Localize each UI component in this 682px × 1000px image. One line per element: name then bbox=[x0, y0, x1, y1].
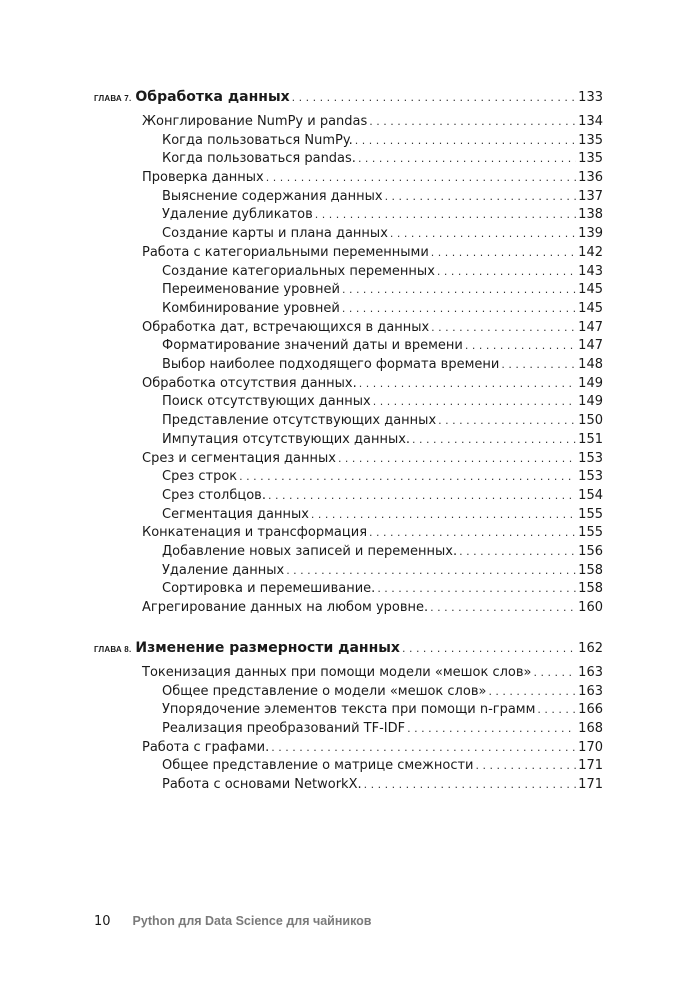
toc-entry-title: Поиск отсутствующих данных bbox=[162, 394, 371, 409]
toc-entry-page: 147 bbox=[578, 338, 603, 353]
dot-leader bbox=[430, 599, 576, 617]
toc-entry-page: 137 bbox=[578, 189, 603, 204]
dot-leader bbox=[488, 683, 576, 701]
dot-leader bbox=[286, 562, 576, 580]
toc-entry-title: Проверка данных bbox=[142, 170, 264, 185]
toc-subsection bbox=[162, 132, 603, 150]
toc-section bbox=[142, 169, 603, 187]
chapter-label: ГЛАВА 8. bbox=[94, 645, 132, 654]
toc-entry-title: Выяснение содержания данных bbox=[162, 189, 383, 204]
toc-entry-title: Создание категориальных переменных bbox=[162, 264, 435, 279]
toc-entry-page: 135 bbox=[578, 133, 603, 148]
dot-leader bbox=[358, 150, 576, 168]
page-number: 10 bbox=[94, 914, 111, 929]
toc-entry-page: 139 bbox=[578, 226, 603, 241]
toc-entry-page: 142 bbox=[578, 245, 603, 260]
dot-leader bbox=[342, 281, 576, 299]
toc-entry-title: Конкатенация и трансформация bbox=[142, 525, 368, 540]
toc-entry-title: Обработка данных bbox=[135, 89, 290, 105]
dot-leader bbox=[271, 739, 576, 757]
toc-section bbox=[142, 450, 603, 468]
dot-leader bbox=[465, 337, 576, 355]
toc-entry-page: 135 bbox=[578, 151, 603, 166]
dot-leader bbox=[438, 412, 576, 430]
toc-entry-page: 143 bbox=[578, 264, 603, 279]
toc-entry-page: 160 bbox=[578, 600, 603, 615]
toc-section bbox=[142, 524, 603, 542]
toc-entry-page: 158 bbox=[578, 563, 603, 578]
dot-leader bbox=[407, 720, 576, 738]
toc-entry-page: 163 bbox=[578, 665, 603, 680]
toc-entry-title: Срез строк bbox=[162, 469, 238, 484]
toc-entry-page: 163 bbox=[578, 684, 603, 699]
toc-subsection bbox=[162, 281, 603, 299]
toc-chapter bbox=[94, 88, 603, 106]
toc-entry-title: Сегментация данных bbox=[162, 507, 309, 522]
book-title: Python для Data Science для чайников bbox=[132, 914, 372, 928]
toc-entry-page: 156 bbox=[578, 544, 603, 559]
toc-section bbox=[142, 375, 603, 393]
toc-subsection bbox=[162, 337, 603, 355]
toc-section bbox=[142, 739, 603, 757]
toc-section bbox=[142, 113, 603, 131]
toc-section bbox=[142, 664, 603, 682]
toc-entry-title: Обработка дат, встречающихся в данных bbox=[142, 320, 430, 335]
dot-leader bbox=[266, 169, 576, 187]
toc-entry-page: 158 bbox=[578, 581, 603, 596]
dot-leader bbox=[402, 640, 576, 658]
dot-leader bbox=[537, 701, 576, 719]
toc-entry-page: 149 bbox=[578, 376, 603, 391]
dot-leader bbox=[369, 113, 576, 131]
toc-subsection bbox=[162, 701, 603, 719]
dot-leader bbox=[268, 487, 576, 505]
toc-entry-page: 145 bbox=[578, 282, 603, 297]
toc-subsection bbox=[162, 580, 603, 598]
toc-subsection bbox=[162, 206, 603, 224]
dot-leader bbox=[385, 188, 577, 206]
toc-entry-page: 154 bbox=[578, 488, 603, 503]
toc-subsection bbox=[162, 225, 603, 243]
toc-entry-title: Жонглирование NumPy и pandas bbox=[142, 114, 368, 129]
toc-chapter bbox=[94, 639, 603, 657]
toc-entry-title: Упорядочение элементов текста при помощи n-грамм bbox=[162, 702, 536, 717]
dot-leader bbox=[437, 263, 576, 281]
dot-leader bbox=[534, 664, 577, 682]
dot-leader bbox=[373, 393, 576, 411]
toc-entry-page: 155 bbox=[578, 507, 603, 522]
toc-entry-page: 153 bbox=[578, 469, 603, 484]
toc-subsection bbox=[162, 776, 603, 794]
toc-entry-page: 148 bbox=[578, 357, 603, 372]
toc-entry-title: Общее представление о модели «мешок слов» bbox=[162, 684, 487, 699]
toc-subsection bbox=[162, 506, 603, 524]
toc-subsection bbox=[162, 468, 603, 486]
toc-section bbox=[142, 319, 603, 337]
toc-entry-title: Когда пользоваться NumPy. bbox=[162, 133, 353, 148]
toc-entry-page: 147 bbox=[578, 320, 603, 335]
toc-entry-page: 151 bbox=[578, 432, 603, 447]
toc-entry-page: 166 bbox=[578, 702, 603, 717]
toc-subsection bbox=[162, 393, 603, 411]
toc-entry-title: Переименование уровней bbox=[162, 282, 340, 297]
dot-leader bbox=[292, 89, 577, 107]
toc-subsection bbox=[162, 683, 603, 701]
toc-entry-page: 153 bbox=[578, 451, 603, 466]
dot-leader bbox=[338, 450, 576, 468]
dot-leader bbox=[364, 776, 577, 794]
toc-entry-page: 155 bbox=[578, 525, 603, 540]
toc-entry-title: Представление отсутствующих данных bbox=[162, 413, 437, 428]
toc-entry-title: Добавление новых записей и переменных. bbox=[162, 544, 458, 559]
dot-leader bbox=[431, 244, 576, 262]
dot-leader bbox=[359, 375, 576, 393]
dot-leader bbox=[377, 580, 576, 598]
toc-entry-title: Срез столбцов. bbox=[162, 488, 266, 503]
toc-entry-title: Работа с категориальными переменными bbox=[142, 245, 429, 260]
toc-subsection bbox=[162, 188, 603, 206]
toc-entry-page: 133 bbox=[578, 90, 603, 105]
toc-subsection bbox=[162, 562, 603, 580]
toc-entry-title: Комбинирование уровней bbox=[162, 301, 340, 316]
page-footer bbox=[94, 914, 372, 929]
toc-entry-title: Изменение размерности данных bbox=[135, 640, 400, 656]
toc-entry-title: Обработка отсутствия данных. bbox=[142, 376, 357, 391]
toc-subsection bbox=[162, 720, 603, 738]
dot-leader bbox=[412, 431, 576, 449]
dot-leader bbox=[476, 757, 577, 775]
toc-subsection bbox=[162, 757, 603, 775]
toc-entry-title: Работа с графами. bbox=[142, 740, 270, 755]
toc-entry-page: 138 bbox=[578, 207, 603, 222]
toc-entry-title: Удаление данных bbox=[162, 563, 285, 578]
toc-entry-page: 168 bbox=[578, 721, 603, 736]
dot-leader bbox=[355, 132, 576, 150]
toc-subsection bbox=[162, 150, 603, 168]
chapter-label: ГЛАВА 7. bbox=[94, 94, 132, 103]
toc-entry-title: Форматирование значений даты и времени bbox=[162, 338, 463, 353]
toc-entry-title: Работа с основами NetworkX. bbox=[162, 777, 362, 792]
toc-entry-title: Удаление дубликатов bbox=[162, 207, 313, 222]
toc-entry-page: 145 bbox=[578, 301, 603, 316]
dot-leader bbox=[311, 506, 576, 524]
toc-subsection bbox=[162, 300, 603, 318]
toc-subsection bbox=[162, 487, 603, 505]
toc-entry-page: 171 bbox=[578, 777, 603, 792]
dot-leader bbox=[239, 468, 576, 486]
toc-entry-title: Когда пользоваться pandas. bbox=[162, 151, 356, 166]
toc-entry-page: 149 bbox=[578, 394, 603, 409]
toc-subsection bbox=[162, 356, 603, 374]
dot-leader bbox=[315, 206, 576, 224]
toc-entry-title: Срез и сегментация данных bbox=[142, 451, 336, 466]
toc-entry-title: Общее представление о матрице смежности bbox=[162, 758, 474, 773]
toc-entry-title: Выбор наиболее подходящего формата времени bbox=[162, 357, 500, 372]
toc-entry-page: 136 bbox=[578, 170, 603, 185]
toc-entry-page: 171 bbox=[578, 758, 603, 773]
dot-leader bbox=[431, 319, 576, 337]
toc-subsection bbox=[162, 543, 603, 561]
toc-entry-page: 162 bbox=[578, 641, 603, 656]
toc-entry-title: Токенизация данных при помощи модели «мешок слов» bbox=[142, 665, 532, 680]
toc-section bbox=[142, 599, 603, 617]
toc-subsection bbox=[162, 263, 603, 281]
dot-leader bbox=[390, 225, 576, 243]
toc-subsection bbox=[162, 431, 603, 449]
toc-entry-title: Создание карты и плана данных bbox=[162, 226, 388, 241]
toc-section bbox=[142, 244, 603, 262]
toc-entry-title: Реализация преобразований TF-IDF bbox=[162, 721, 406, 736]
toc-entry-title: Сортировка и перемешивание. bbox=[162, 581, 376, 596]
dot-leader bbox=[342, 300, 576, 318]
toc-subsection bbox=[162, 412, 603, 430]
toc-entry-page: 170 bbox=[578, 740, 603, 755]
dot-leader bbox=[459, 543, 576, 561]
toc-entry-title: Импутация отсутствующих данных. bbox=[162, 432, 411, 447]
toc-entry-title: Агрегирование данных на любом уровне. bbox=[142, 600, 429, 615]
dot-leader bbox=[501, 356, 576, 374]
dot-leader bbox=[369, 524, 576, 542]
toc-entry-page: 150 bbox=[578, 413, 603, 428]
toc-entry-page: 134 bbox=[578, 114, 603, 129]
